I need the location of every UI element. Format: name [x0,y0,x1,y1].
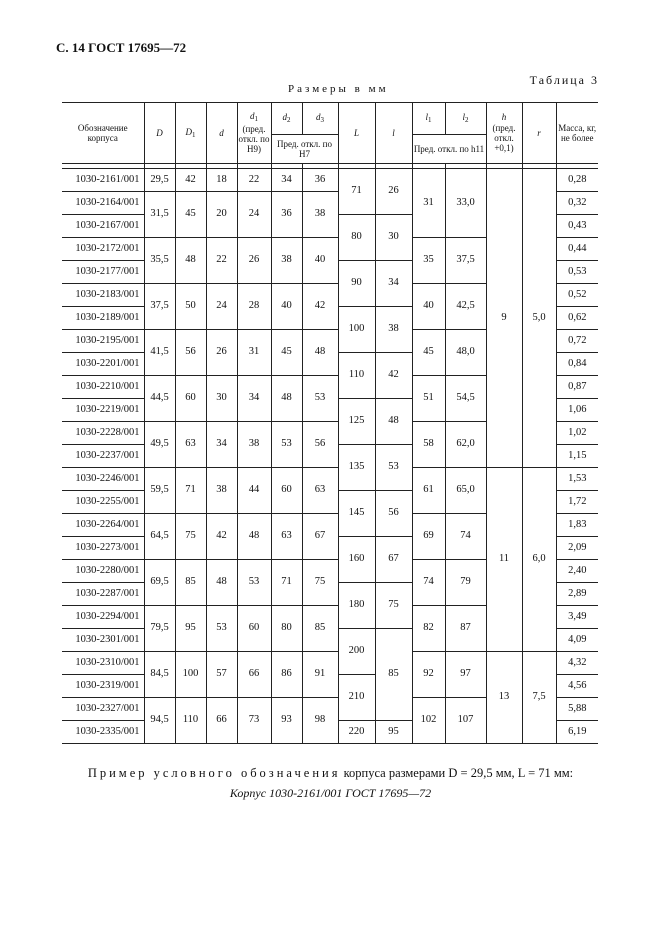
mass-cell: 5,88 [556,698,598,721]
mass-cell: 0,84 [556,353,598,376]
mass-cell: 3,49 [556,606,598,629]
D1-cell: 45 [175,192,206,238]
D-cell: 94,5 [144,698,175,744]
d3-cell: 98 [302,698,338,744]
designation-cell: 1030-2219/001 [62,399,144,422]
l1-cell: 102 [412,698,445,744]
l1-cell: 69 [412,514,445,560]
D1-cell: 60 [175,376,206,422]
D1-cell: 85 [175,560,206,606]
designation-cell: 1030-2319/001 [62,675,144,698]
D1-cell: 71 [175,468,206,514]
d1-cell: 73 [237,698,271,744]
l-cell: 67 [375,537,412,583]
l-cell: 53 [375,445,412,491]
h-cell: 9 [486,169,522,468]
l-cell: 85 [375,629,412,721]
d3-cell: 42 [302,284,338,330]
d-cell: 42 [206,514,237,560]
r-cell: 6,0 [522,468,556,652]
d3-cell: 40 [302,238,338,284]
header-mass: Масса, кг, не более [556,103,598,164]
mass-cell: 1,15 [556,445,598,468]
d3-cell: 67 [302,514,338,560]
D-cell: 41,5 [144,330,175,376]
D1-cell: 56 [175,330,206,376]
mass-cell: 4,09 [556,629,598,652]
D1-cell: 95 [175,606,206,652]
d-cell: 20 [206,192,237,238]
designation-cell: 1030-2273/001 [62,537,144,560]
l2-cell: 54,5 [445,376,486,422]
table-row [62,652,598,675]
l2-cell: 37,5 [445,238,486,284]
d3-cell: 63 [302,468,338,514]
L-cell: 71 [338,169,375,215]
l-cell: 38 [375,307,412,353]
D1-cell: 42 [175,169,206,192]
d1-cell: 48 [237,514,271,560]
D-cell: 37,5 [144,284,175,330]
mass-cell: 0,72 [556,330,598,353]
header-h: h (пред. откл. +0,1) [486,103,522,164]
r-cell: 7,5 [522,652,556,744]
mass-cell: 0,44 [556,238,598,261]
designation-cell: 1030-2228/001 [62,422,144,445]
mass-cell: 1,83 [556,514,598,537]
designation-cell: 1030-2287/001 [62,583,144,606]
L-cell: 160 [338,537,375,583]
l-cell: 95 [375,721,412,744]
d2-cell: 38 [271,238,302,284]
d-cell: 26 [206,330,237,376]
header-D: D [144,103,175,164]
mass-cell: 0,32 [556,192,598,215]
r-cell: 5,0 [522,169,556,468]
header-l1: $l_1$ [412,103,445,135]
l1-cell: 31 [412,169,445,238]
designation-cell: 1030-2167/001 [62,215,144,238]
l2-cell: 79 [445,560,486,606]
L-cell: 135 [338,445,375,491]
d-cell: 66 [206,698,237,744]
l2-cell: 42,5 [445,284,486,330]
D-cell: 64,5 [144,514,175,560]
table-row [62,169,598,192]
d2-cell: 63 [271,514,302,560]
d1-cell: 22 [237,169,271,192]
d2-cell: 34 [271,169,302,192]
L-cell: 210 [338,675,375,721]
d1-cell: 53 [237,560,271,606]
d1-cell: 44 [237,468,271,514]
designation-cell: 1030-2210/001 [62,376,144,399]
d-cell: 57 [206,652,237,698]
mass-cell: 0,28 [556,169,598,192]
d-cell: 18 [206,169,237,192]
dimensions-label: Размеры в мм [288,83,389,95]
dimensions-table-wrapper [62,102,598,744]
l2-cell: 74 [445,514,486,560]
D-cell: 31,5 [144,192,175,238]
d1-cell: 28 [237,284,271,330]
D-cell: 29,5 [144,169,175,192]
d3-cell: 75 [302,560,338,606]
designation-cell: 1030-2255/001 [62,491,144,514]
l1-cell: 40 [412,284,445,330]
D1-cell: 100 [175,652,206,698]
D1-cell: 75 [175,514,206,560]
mass-cell: 6,19 [556,721,598,744]
mass-cell: 0,52 [556,284,598,307]
header-D1: $D_1$ [175,103,206,164]
D-cell: 69,5 [144,560,175,606]
l2-cell: 33,0 [445,169,486,238]
l-cell: 30 [375,215,412,261]
designation-cell: 1030-2280/001 [62,560,144,583]
D1-cell: 48 [175,238,206,284]
d2-cell: 45 [271,330,302,376]
L-cell: 125 [338,399,375,445]
d3-cell: 48 [302,330,338,376]
d3-cell: 53 [302,376,338,422]
d3-cell: 38 [302,192,338,238]
d2-cell: 48 [271,376,302,422]
d1-cell: 66 [237,652,271,698]
l2-cell: 87 [445,606,486,652]
l-cell: 48 [375,399,412,445]
designation-cell: 1030-2189/001 [62,307,144,330]
header-d: d [206,103,237,164]
D-cell: 49,5 [144,422,175,468]
l1-cell: 82 [412,606,445,652]
example-intro: Пример условного обозначения [87,766,341,780]
l1-cell: 61 [412,468,445,514]
d-cell: 30 [206,376,237,422]
d1-cell: 60 [237,606,271,652]
D1-cell: 63 [175,422,206,468]
l-cell: 34 [375,261,412,307]
d2-cell: 36 [271,192,302,238]
d2-cell: 60 [271,468,302,514]
l2-cell: 97 [445,652,486,698]
l1-cell: 74 [412,560,445,606]
l1-cell: 58 [412,422,445,468]
D-cell: 35,5 [144,238,175,284]
page-header: С. 14 ГОСТ 17695—72 [56,40,187,55]
d3-cell: 85 [302,606,338,652]
designation-cell: 1030-2301/001 [62,629,144,652]
designation-cell: 1030-2264/001 [62,514,144,537]
l1-cell: 45 [412,330,445,376]
designation-cell: 1030-2310/001 [62,652,144,675]
l2-cell: 62,0 [445,422,486,468]
L-cell: 90 [338,261,375,307]
example-line-2: Корпус 1030-2161/001 ГОСТ 17695—72 [229,786,432,800]
designation-cell: 1030-2237/001 [62,445,144,468]
designation-cell: 1030-2335/001 [62,721,144,744]
table-body [62,169,598,744]
d1-cell: 24 [237,192,271,238]
mass-cell: 0,62 [556,307,598,330]
l-cell: 42 [375,353,412,399]
mass-cell: 2,09 [556,537,598,560]
L-cell: 110 [338,353,375,399]
d-cell: 48 [206,560,237,606]
D1-cell: 110 [175,698,206,744]
header-d2-d3-tolerance: Пред. откл. по Н7 [271,135,338,164]
designation-cell: 1030-2246/001 [62,468,144,491]
L-cell: 220 [338,721,375,744]
l-cell: 56 [375,491,412,537]
l1-cell: 35 [412,238,445,284]
mass-cell: 4,32 [556,652,598,675]
d-cell: 22 [206,238,237,284]
designation-cell: 1030-2161/001 [62,169,144,192]
d2-cell: 80 [271,606,302,652]
mass-cell: 1,02 [556,422,598,445]
example-text: корпуса размерами D = 29,5 мм, L = 71 мм: [340,766,574,780]
D-cell: 84,5 [144,652,175,698]
d3-cell: 36 [302,169,338,192]
d2-cell: 71 [271,560,302,606]
d1-cell: 38 [237,422,271,468]
designation-cell: 1030-2201/001 [62,353,144,376]
header-designation: Обозначение корпуса [62,103,144,164]
l2-cell: 107 [445,698,486,744]
designation-cell: 1030-2177/001 [62,261,144,284]
mass-cell: 1,53 [556,468,598,491]
mass-cell: 2,40 [556,560,598,583]
example-line-1 [0,766,661,781]
header-d1: $d_1$ (пред. откл. по Н9) [237,103,271,164]
designation-cell: 1030-2294/001 [62,606,144,629]
dimensions-table [62,102,598,744]
L-cell: 100 [338,307,375,353]
header-d2: $d_2$ [271,103,302,135]
l1-cell: 51 [412,376,445,422]
L-cell: 200 [338,629,375,675]
d1-cell: 34 [237,376,271,422]
d3-cell: 91 [302,652,338,698]
L-cell: 145 [338,491,375,537]
header-l1-l2-tolerance: Пред. откл. по h11 [412,135,486,164]
mass-cell: 1,06 [556,399,598,422]
designation-cell: 1030-2172/001 [62,238,144,261]
designation-cell: 1030-2327/001 [62,698,144,721]
mass-cell: 0,87 [556,376,598,399]
h-cell: 13 [486,652,522,744]
d2-cell: 86 [271,652,302,698]
header-l: l [375,103,412,164]
d2-cell: 93 [271,698,302,744]
h-cell: 11 [486,468,522,652]
d-cell: 24 [206,284,237,330]
designation-cell: 1030-2183/001 [62,284,144,307]
l-cell: 75 [375,583,412,629]
mass-cell: 1,72 [556,491,598,514]
D-cell: 79,5 [144,606,175,652]
header-r: r [522,103,556,164]
header-L: L [338,103,375,164]
table-label: Таблица 3 [529,73,599,87]
L-cell: 180 [338,583,375,629]
designation-cell: 1030-2195/001 [62,330,144,353]
designation-cell: 1030-2164/001 [62,192,144,215]
L-cell: 80 [338,215,375,261]
d-cell: 34 [206,422,237,468]
D1-cell: 50 [175,284,206,330]
header-l2: $l_2$ [445,103,486,135]
d3-cell: 56 [302,422,338,468]
d2-cell: 53 [271,422,302,468]
D-cell: 59,5 [144,468,175,514]
mass-cell: 4,56 [556,675,598,698]
d2-cell: 40 [271,284,302,330]
mass-cell: 0,43 [556,215,598,238]
d1-cell: 26 [237,238,271,284]
l2-cell: 65,0 [445,468,486,514]
d1-cell: 31 [237,330,271,376]
D-cell: 44,5 [144,376,175,422]
l-cell: 26 [375,169,412,215]
l1-cell: 92 [412,652,445,698]
l2-cell: 48,0 [445,330,486,376]
mass-cell: 2,89 [556,583,598,606]
table-row [62,468,598,491]
mass-cell: 0,53 [556,261,598,284]
d-cell: 53 [206,606,237,652]
d-cell: 38 [206,468,237,514]
header-d3: $d_3$ [302,103,338,135]
